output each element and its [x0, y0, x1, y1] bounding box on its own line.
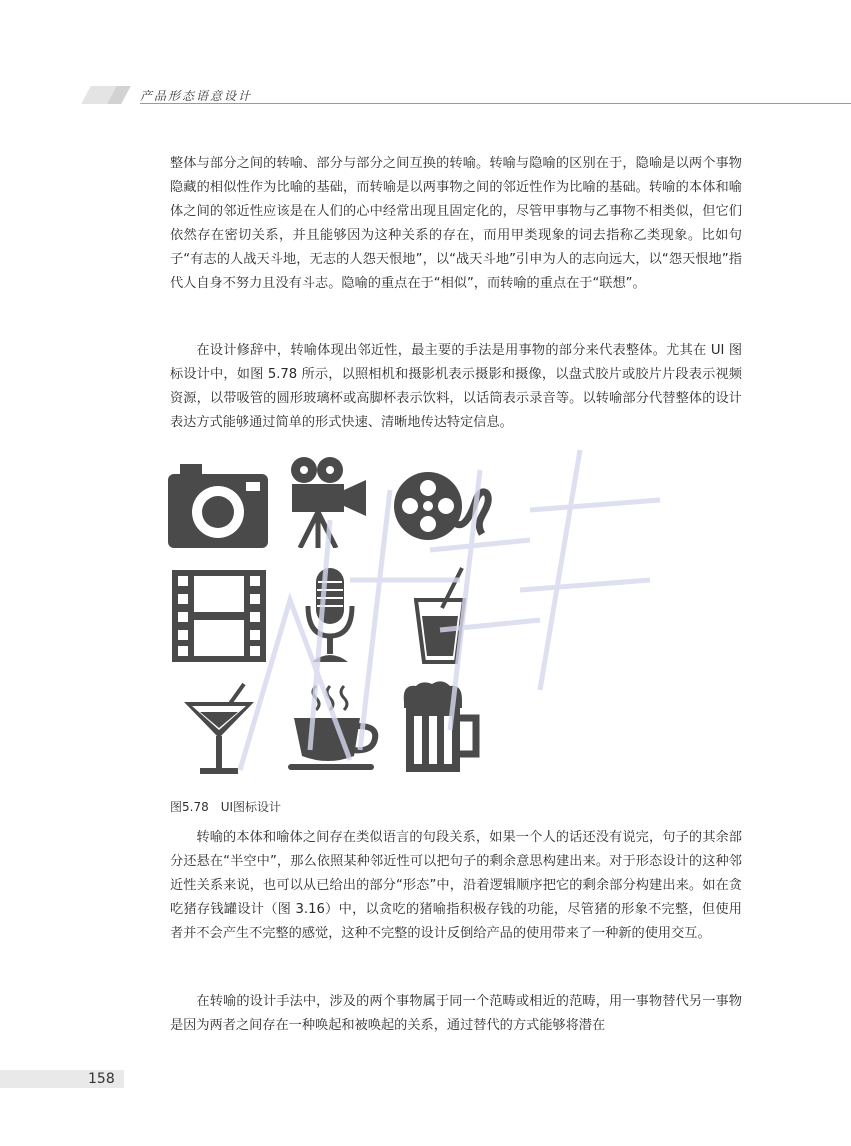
- cocktail-glass-icon: [184, 682, 254, 776]
- paragraph-4-text: 在转喻的设计手法中，涉及的两个事物属于同一个范畴或相近的范畴，用一事物替代另一事物是因为两者之间存在一种唤起和被唤起的关系，通过替代的方式能够将潜在: [170, 994, 742, 1033]
- ui-icon-figure: [168, 452, 488, 782]
- paragraph-2: [170, 339, 742, 435]
- paragraph-2-text: 在设计修辞中，转喻体现出邻近性，最主要的手法是用事物的部分来代表整体。尤其在 UI 图标设计中，如图 5.78 所示，以照相机和摄影机表示摄影和摄像，以盘式胶片或胶片片段表示视频资源，以带吸管的圆形玻璃杯或高脚杯表示饮料，以话筒表示录音等。以转喻部分代替整体的设计表达方式能够通过简单的形式快速、清晰地传达特定信息。: [170, 343, 743, 430]
- film-reel-icon: [394, 472, 494, 542]
- microphone-icon: [304, 568, 356, 664]
- drink-glass-icon: [414, 566, 468, 664]
- figure-caption: 图5.78 UI图标设计: [170, 800, 282, 814]
- paragraph-3: [170, 826, 742, 946]
- page-number: 158: [88, 1071, 115, 1087]
- paragraph-4: [170, 990, 742, 1038]
- hot-coffee-cup-icon: [286, 684, 382, 774]
- movie-camera-icon: [288, 456, 368, 548]
- header-rule: [140, 103, 851, 104]
- beer-mug-icon: [400, 680, 480, 774]
- camera-icon: [168, 464, 268, 548]
- running-head-title: 产品形态语意设计: [140, 89, 253, 103]
- paragraph-1-text: 整体与部分之间的转喻、部分与部分之间互换的转喻。转喻与隐喻的区别在于，隐喻是以两个事物隐藏的相似性作为比喻的基础，而转喻是以两事物之间的邻近性作为比喻的基础。转喻的本体和喻体之间的邻近性应该是在人们的心中经常出现且固定化的，尽管甲事物与乙事物不相类似，但它们依然存在密切关系，并且能够因为这种关系的存在，而用甲类现象的词去指称乙类现象。比如句子“有志的人战天斗地，无志的人怨天恨地”，以“战天斗地”引申为人的志向远大，以“怨天恨地”指代人自身不努力且没有斗志。隐喻的重点在于“相似”，而转喻的重点在于“联想”。: [170, 156, 742, 291]
- paragraph-3-text: 转喻的本体和喻体之间存在类似语言的句段关系，如果一个人的话还没有说完，句子的其余部分还悬在“半空中”，那么依照某种邻近性可以把句子的剩余意思构建出来。对于形态设计的这种邻近性关系来说，也可以从已给出的部分“形态”中，沿着逻辑顺序把它的剩余部分构建出来。如在贪吃猪存钱罐设计（图 3.16）中，以贪吃的猪喻指积极存钱的功能，尽管猪的形象不完整，但使用者并不会产生不完整的感觉，这种不完整的设计反倒给产品的使用带来了一种新的使用交互。: [170, 830, 742, 941]
- paragraph-1: [170, 152, 742, 296]
- film-strip-icon: [172, 570, 266, 662]
